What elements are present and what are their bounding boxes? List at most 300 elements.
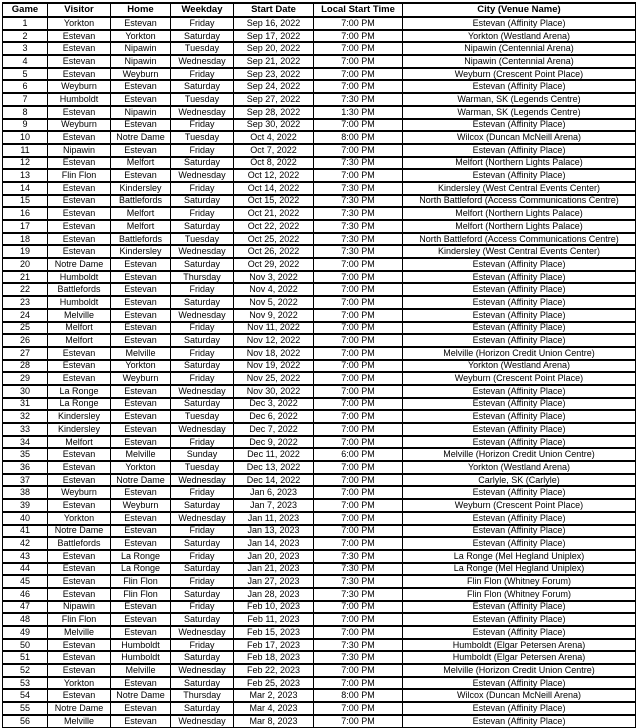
cell-home: Notre Dame — [111, 689, 171, 702]
cell-visitor: Estevan — [48, 448, 111, 461]
cell-local-start-time: 7:00 PM — [314, 398, 403, 411]
cell-start-date: Dec 7, 2022 — [234, 423, 314, 436]
cell-city-venue: Melfort (Northern Lights Palace) — [403, 157, 636, 170]
cell-city-venue: Estevan (Affinity Place) — [403, 334, 636, 347]
cell-home: Estevan — [111, 537, 171, 550]
cell-weekday: Friday — [171, 322, 234, 335]
cell-start-date: Feb 18, 2023 — [234, 651, 314, 664]
cell-weekday: Friday — [171, 144, 234, 157]
cell-start-date: Sep 17, 2022 — [234, 30, 314, 43]
cell-game: 13 — [3, 169, 48, 182]
cell-game: 28 — [3, 360, 48, 373]
cell-city-venue: Estevan (Affinity Place) — [403, 398, 636, 411]
cell-home: Yorkton — [111, 360, 171, 373]
cell-weekday: Saturday — [171, 296, 234, 309]
table-row — [3, 385, 636, 398]
cell-start-date: Dec 3, 2022 — [234, 398, 314, 411]
cell-game: 17 — [3, 220, 48, 233]
cell-visitor: Humboldt — [48, 296, 111, 309]
cell-visitor: Melville — [48, 626, 111, 639]
cell-start-date: Feb 15, 2023 — [234, 626, 314, 639]
cell-home: La Ronge — [111, 550, 171, 563]
cell-visitor: Estevan — [48, 372, 111, 385]
cell-start-date: Dec 9, 2022 — [234, 436, 314, 449]
cell-start-date: Dec 13, 2022 — [234, 461, 314, 474]
cell-city-venue: Estevan (Affinity Place) — [403, 119, 636, 132]
cell-weekday: Friday — [171, 207, 234, 220]
cell-weekday: Saturday — [171, 30, 234, 43]
cell-local-start-time: 7:00 PM — [314, 119, 403, 132]
cell-visitor: Estevan — [48, 651, 111, 664]
cell-visitor: Estevan — [48, 207, 111, 220]
cell-game: 19 — [3, 245, 48, 258]
cell-local-start-time: 7:00 PM — [314, 499, 403, 512]
cell-game: 8 — [3, 106, 48, 119]
cell-home: Humboldt — [111, 639, 171, 652]
cell-visitor: Estevan — [48, 588, 111, 601]
cell-visitor: Kindersley — [48, 410, 111, 423]
table-row — [3, 398, 636, 411]
cell-home: Estevan — [111, 410, 171, 423]
cell-game: 47 — [3, 601, 48, 614]
cell-visitor: Battlefords — [48, 537, 111, 550]
column-header-start-date: Start Date — [234, 3, 314, 17]
cell-city-venue: Estevan (Affinity Place) — [403, 385, 636, 398]
table-row — [3, 651, 636, 664]
table-row — [3, 182, 636, 195]
cell-visitor: Estevan — [48, 68, 111, 81]
cell-weekday: Tuesday — [171, 233, 234, 246]
cell-start-date: Feb 11, 2023 — [234, 613, 314, 626]
cell-local-start-time: 7:30 PM — [314, 220, 403, 233]
cell-start-date: Dec 6, 2022 — [234, 410, 314, 423]
cell-local-start-time: 7:30 PM — [314, 182, 403, 195]
cell-game: 40 — [3, 512, 48, 525]
cell-start-date: Nov 18, 2022 — [234, 347, 314, 360]
cell-weekday: Tuesday — [171, 93, 234, 106]
cell-home: Yorkton — [111, 30, 171, 43]
cell-game: 46 — [3, 588, 48, 601]
cell-weekday: Saturday — [171, 220, 234, 233]
cell-local-start-time: 7:00 PM — [314, 423, 403, 436]
cell-weekday: Friday — [171, 347, 234, 360]
cell-local-start-time: 7:00 PM — [314, 601, 403, 614]
table-row — [3, 207, 636, 220]
cell-visitor: Estevan — [48, 639, 111, 652]
cell-home: Battlefords — [111, 233, 171, 246]
cell-city-venue: Nipawin (Centennial Arena) — [403, 42, 636, 55]
cell-local-start-time: 7:30 PM — [314, 207, 403, 220]
cell-weekday: Wednesday — [171, 474, 234, 487]
table-row — [3, 55, 636, 68]
cell-visitor: Melfort — [48, 322, 111, 335]
cell-local-start-time: 7:30 PM — [314, 588, 403, 601]
cell-start-date: Jan 6, 2023 — [234, 486, 314, 499]
cell-weekday: Saturday — [171, 499, 234, 512]
cell-city-venue: Estevan (Affinity Place) — [403, 601, 636, 614]
cell-visitor: Estevan — [48, 55, 111, 68]
cell-weekday: Saturday — [171, 651, 234, 664]
cell-local-start-time: 8:00 PM — [314, 689, 403, 702]
cell-local-start-time: 7:00 PM — [314, 144, 403, 157]
cell-local-start-time: 7:00 PM — [314, 258, 403, 271]
table-row — [3, 271, 636, 284]
cell-start-date: Oct 29, 2022 — [234, 258, 314, 271]
cell-city-venue: Estevan (Affinity Place) — [403, 677, 636, 690]
table-row — [3, 486, 636, 499]
cell-weekday: Friday — [171, 283, 234, 296]
cell-visitor: Yorkton — [48, 677, 111, 690]
cell-city-venue: Yorkton (Westland Arena) — [403, 360, 636, 373]
cell-start-date: Nov 30, 2022 — [234, 385, 314, 398]
table-row — [3, 461, 636, 474]
cell-game: 21 — [3, 271, 48, 284]
cell-home: Kindersley — [111, 245, 171, 258]
cell-weekday: Saturday — [171, 258, 234, 271]
table-row — [3, 220, 636, 233]
table-row — [3, 448, 636, 461]
cell-weekday: Saturday — [171, 398, 234, 411]
cell-weekday: Wednesday — [171, 106, 234, 119]
cell-weekday: Friday — [171, 372, 234, 385]
cell-home: Flin Flon — [111, 588, 171, 601]
cell-local-start-time: 7:00 PM — [314, 80, 403, 93]
cell-city-venue: Wilcox (Duncan McNeill Arena) — [403, 689, 636, 702]
cell-home: Estevan — [111, 601, 171, 614]
cell-game: 14 — [3, 182, 48, 195]
cell-weekday: Wednesday — [171, 385, 234, 398]
cell-game: 49 — [3, 626, 48, 639]
cell-visitor: Nipawin — [48, 144, 111, 157]
cell-weekday: Wednesday — [171, 512, 234, 525]
cell-game: 55 — [3, 702, 48, 715]
cell-start-date: Sep 30, 2022 — [234, 119, 314, 132]
cell-game: 30 — [3, 385, 48, 398]
cell-game: 48 — [3, 613, 48, 626]
cell-weekday: Saturday — [171, 334, 234, 347]
cell-game: 32 — [3, 410, 48, 423]
cell-game: 2 — [3, 30, 48, 43]
column-header-home: Home — [111, 3, 171, 17]
schedule-table — [2, 2, 636, 728]
column-header-visitor: Visitor — [48, 3, 111, 17]
cell-weekday: Saturday — [171, 588, 234, 601]
cell-home: Melfort — [111, 220, 171, 233]
cell-visitor: Estevan — [48, 42, 111, 55]
cell-local-start-time: 7:00 PM — [314, 283, 403, 296]
cell-visitor: Estevan — [48, 347, 111, 360]
cell-start-date: Oct 22, 2022 — [234, 220, 314, 233]
cell-start-date: Oct 14, 2022 — [234, 182, 314, 195]
cell-game: 26 — [3, 334, 48, 347]
column-header-game: Game — [3, 3, 48, 17]
cell-home: Estevan — [111, 80, 171, 93]
cell-home: Estevan — [111, 296, 171, 309]
cell-game: 44 — [3, 563, 48, 576]
cell-local-start-time: 7:00 PM — [314, 677, 403, 690]
cell-start-date: Nov 19, 2022 — [234, 360, 314, 373]
cell-weekday: Wednesday — [171, 664, 234, 677]
cell-local-start-time: 7:30 PM — [314, 233, 403, 246]
table-row — [3, 169, 636, 182]
table-row — [3, 550, 636, 563]
cell-weekday: Saturday — [171, 563, 234, 576]
cell-home: Notre Dame — [111, 131, 171, 144]
cell-visitor: Estevan — [48, 461, 111, 474]
cell-home: Nipawin — [111, 106, 171, 119]
table-row — [3, 131, 636, 144]
cell-local-start-time: 7:30 PM — [314, 563, 403, 576]
cell-city-venue: Melville (Horizon Credit Union Centre) — [403, 664, 636, 677]
cell-city-venue: North Battleford (Access Communications Centre) — [403, 195, 636, 208]
cell-local-start-time: 7:00 PM — [314, 486, 403, 499]
cell-visitor: La Ronge — [48, 385, 111, 398]
cell-home: Estevan — [111, 512, 171, 525]
cell-local-start-time: 7:30 PM — [314, 550, 403, 563]
cell-home: Yorkton — [111, 461, 171, 474]
cell-local-start-time: 7:30 PM — [314, 245, 403, 258]
cell-game: 37 — [3, 474, 48, 487]
cell-weekday: Friday — [171, 486, 234, 499]
cell-home: Notre Dame — [111, 474, 171, 487]
cell-weekday: Tuesday — [171, 461, 234, 474]
table-row — [3, 258, 636, 271]
table-row — [3, 715, 636, 728]
cell-home: Humboldt — [111, 651, 171, 664]
cell-home: Estevan — [111, 283, 171, 296]
cell-game: 39 — [3, 499, 48, 512]
cell-visitor: Humboldt — [48, 93, 111, 106]
cell-visitor: Estevan — [48, 664, 111, 677]
cell-start-date: Oct 15, 2022 — [234, 195, 314, 208]
cell-weekday: Friday — [171, 601, 234, 614]
cell-start-date: Jan 20, 2023 — [234, 550, 314, 563]
cell-home: Melville — [111, 347, 171, 360]
cell-game: 3 — [3, 42, 48, 55]
cell-city-venue: Estevan (Affinity Place) — [403, 17, 636, 30]
cell-home: Estevan — [111, 423, 171, 436]
cell-visitor: Estevan — [48, 195, 111, 208]
cell-city-venue: Estevan (Affinity Place) — [403, 322, 636, 335]
cell-city-venue: Melville (Horizon Credit Union Centre) — [403, 448, 636, 461]
cell-local-start-time: 7:00 PM — [314, 525, 403, 538]
cell-game: 41 — [3, 525, 48, 538]
table-row — [3, 677, 636, 690]
cell-home: Nipawin — [111, 55, 171, 68]
cell-game: 27 — [3, 347, 48, 360]
cell-visitor: Melville — [48, 309, 111, 322]
cell-game: 52 — [3, 664, 48, 677]
cell-local-start-time: 7:00 PM — [314, 436, 403, 449]
cell-city-venue: Estevan (Affinity Place) — [403, 525, 636, 538]
cell-weekday: Tuesday — [171, 410, 234, 423]
schedule-rows — [3, 17, 636, 728]
cell-weekday: Tuesday — [171, 42, 234, 55]
cell-visitor: Yorkton — [48, 512, 111, 525]
cell-weekday: Friday — [171, 525, 234, 538]
cell-weekday: Wednesday — [171, 245, 234, 258]
cell-start-date: Jan 13, 2023 — [234, 525, 314, 538]
table-row — [3, 106, 636, 119]
table-row — [3, 474, 636, 487]
table-row — [3, 283, 636, 296]
cell-weekday: Friday — [171, 575, 234, 588]
cell-city-venue: Nipawin (Centennial Arena) — [403, 55, 636, 68]
cell-game: 12 — [3, 157, 48, 170]
cell-city-venue: Kindersley (West Central Events Center) — [403, 182, 636, 195]
cell-local-start-time: 7:00 PM — [314, 309, 403, 322]
table-row — [3, 157, 636, 170]
cell-local-start-time: 7:00 PM — [314, 30, 403, 43]
cell-start-date: Oct 25, 2022 — [234, 233, 314, 246]
cell-local-start-time: 7:30 PM — [314, 575, 403, 588]
cell-weekday: Thursday — [171, 689, 234, 702]
cell-visitor: Flin Flon — [48, 169, 111, 182]
cell-visitor: Estevan — [48, 131, 111, 144]
cell-city-venue: Yorkton (Westland Arena) — [403, 461, 636, 474]
cell-city-venue: Estevan (Affinity Place) — [403, 702, 636, 715]
table-row — [3, 613, 636, 626]
cell-start-date: Jan 14, 2023 — [234, 537, 314, 550]
cell-home: Melfort — [111, 157, 171, 170]
cell-city-venue: Melfort (Northern Lights Palace) — [403, 207, 636, 220]
cell-weekday: Friday — [171, 119, 234, 132]
cell-home: Estevan — [111, 144, 171, 157]
cell-city-venue: North Battleford (Access Communications Centre) — [403, 233, 636, 246]
cell-game: 18 — [3, 233, 48, 246]
table-row — [3, 563, 636, 576]
cell-game: 53 — [3, 677, 48, 690]
cell-city-venue: Warman, SK (Legends Centre) — [403, 93, 636, 106]
cell-start-date: Jan 28, 2023 — [234, 588, 314, 601]
table-row — [3, 195, 636, 208]
cell-start-date: Sep 20, 2022 — [234, 42, 314, 55]
table-row — [3, 30, 636, 43]
cell-visitor: Estevan — [48, 575, 111, 588]
cell-home: Weyburn — [111, 499, 171, 512]
cell-local-start-time: 7:30 PM — [314, 639, 403, 652]
cell-home: Weyburn — [111, 68, 171, 81]
cell-game: 23 — [3, 296, 48, 309]
cell-visitor: Weyburn — [48, 486, 111, 499]
cell-local-start-time: 8:00 PM — [314, 131, 403, 144]
cell-city-venue: Weyburn (Crescent Point Place) — [403, 372, 636, 385]
cell-local-start-time: 7:00 PM — [314, 626, 403, 639]
cell-home: Estevan — [111, 525, 171, 538]
cell-city-venue: Weyburn (Crescent Point Place) — [403, 68, 636, 81]
cell-game: 20 — [3, 258, 48, 271]
cell-visitor: Battlefords — [48, 283, 111, 296]
cell-visitor: Humboldt — [48, 271, 111, 284]
cell-game: 22 — [3, 283, 48, 296]
cell-visitor: Notre Dame — [48, 702, 111, 715]
cell-local-start-time: 7:30 PM — [314, 195, 403, 208]
cell-city-venue: La Ronge (Mel Hegland Uniplex) — [403, 563, 636, 576]
table-row — [3, 68, 636, 81]
cell-home: Estevan — [111, 677, 171, 690]
cell-home: Weyburn — [111, 372, 171, 385]
cell-city-venue: Estevan (Affinity Place) — [403, 715, 636, 728]
cell-visitor: Notre Dame — [48, 258, 111, 271]
table-row — [3, 702, 636, 715]
cell-visitor: Weyburn — [48, 80, 111, 93]
cell-start-date: Jan 27, 2023 — [234, 575, 314, 588]
cell-start-date: Nov 11, 2022 — [234, 322, 314, 335]
cell-home: Estevan — [111, 715, 171, 728]
table-row — [3, 689, 636, 702]
cell-visitor: Estevan — [48, 499, 111, 512]
cell-weekday: Saturday — [171, 537, 234, 550]
cell-local-start-time: 7:00 PM — [314, 68, 403, 81]
table-row — [3, 119, 636, 132]
cell-start-date: Oct 21, 2022 — [234, 207, 314, 220]
table-row — [3, 410, 636, 423]
table-row — [3, 664, 636, 677]
cell-visitor: Estevan — [48, 360, 111, 373]
cell-local-start-time: 7:00 PM — [314, 410, 403, 423]
cell-start-date: Feb 17, 2023 — [234, 639, 314, 652]
cell-visitor: Estevan — [48, 182, 111, 195]
table-row — [3, 334, 636, 347]
cell-home: Estevan — [111, 93, 171, 106]
cell-weekday: Tuesday — [171, 131, 234, 144]
cell-city-venue: Estevan (Affinity Place) — [403, 283, 636, 296]
table-row — [3, 233, 636, 246]
cell-weekday: Wednesday — [171, 715, 234, 728]
cell-city-venue: Estevan (Affinity Place) — [403, 626, 636, 639]
table-row — [3, 93, 636, 106]
cell-local-start-time: 7:30 PM — [314, 93, 403, 106]
cell-start-date: Nov 4, 2022 — [234, 283, 314, 296]
cell-start-date: Sep 27, 2022 — [234, 93, 314, 106]
cell-weekday: Wednesday — [171, 55, 234, 68]
cell-city-venue: Humboldt (Elgar Petersen Arena) — [403, 651, 636, 664]
cell-city-venue: Estevan (Affinity Place) — [403, 512, 636, 525]
cell-city-venue: Estevan (Affinity Place) — [403, 271, 636, 284]
cell-local-start-time: 7:30 PM — [314, 157, 403, 170]
cell-weekday: Friday — [171, 639, 234, 652]
table-row — [3, 144, 636, 157]
cell-city-venue: Flin Flon (Whitney Forum) — [403, 575, 636, 588]
cell-visitor: Yorkton — [48, 17, 111, 30]
cell-weekday: Saturday — [171, 195, 234, 208]
cell-visitor: Weyburn — [48, 119, 111, 132]
cell-start-date: Mar 4, 2023 — [234, 702, 314, 715]
cell-weekday: Saturday — [171, 157, 234, 170]
table-row — [3, 309, 636, 322]
table-row — [3, 245, 636, 258]
cell-visitor: Melfort — [48, 436, 111, 449]
cell-local-start-time: 7:00 PM — [314, 334, 403, 347]
cell-home: Estevan — [111, 626, 171, 639]
cell-start-date: Mar 8, 2023 — [234, 715, 314, 728]
cell-visitor: Estevan — [48, 220, 111, 233]
cell-game: 56 — [3, 715, 48, 728]
cell-home: Estevan — [111, 17, 171, 30]
cell-visitor: Estevan — [48, 106, 111, 119]
cell-city-venue: Estevan (Affinity Place) — [403, 436, 636, 449]
cell-local-start-time: 7:00 PM — [314, 537, 403, 550]
cell-city-venue: Yorkton (Westland Arena) — [403, 30, 636, 43]
table-row — [3, 296, 636, 309]
cell-start-date: Feb 25, 2023 — [234, 677, 314, 690]
cell-home: La Ronge — [111, 563, 171, 576]
cell-visitor: La Ronge — [48, 398, 111, 411]
table-row — [3, 639, 636, 652]
cell-weekday: Wednesday — [171, 626, 234, 639]
table-row — [3, 575, 636, 588]
cell-start-date: Sep 24, 2022 — [234, 80, 314, 93]
